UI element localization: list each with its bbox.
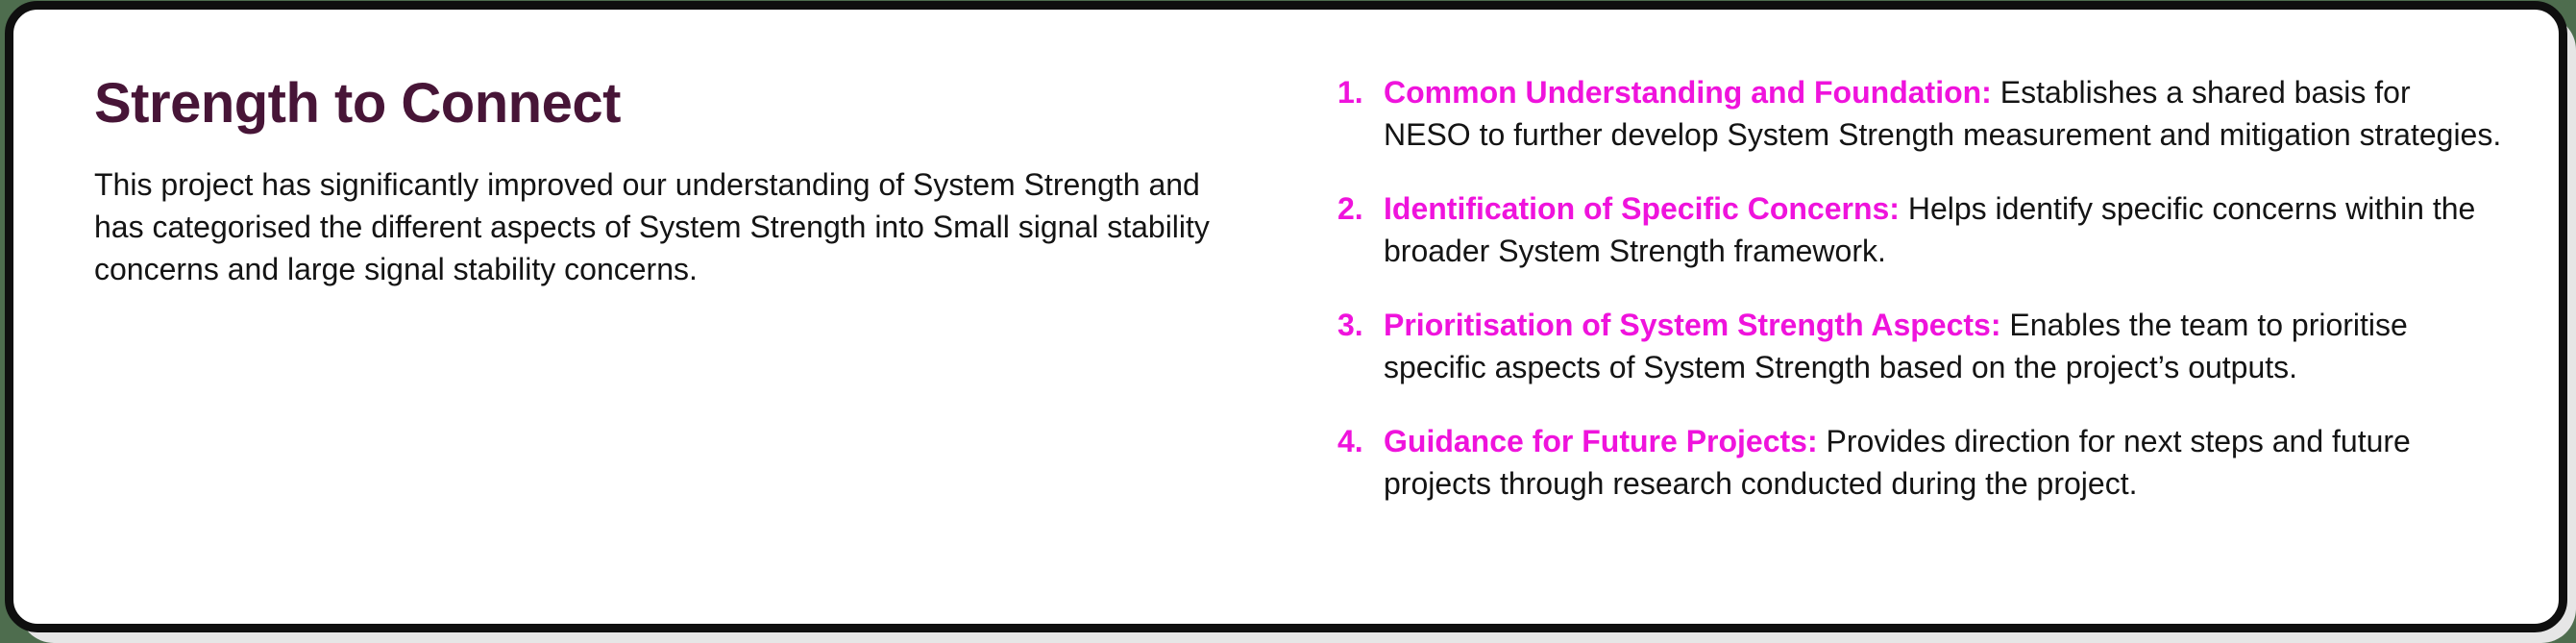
item-number: 3. <box>1337 308 1363 342</box>
item-label: Identification of Specific Concerns: <box>1384 191 1900 226</box>
item-body <box>1384 420 2505 505</box>
summary-card <box>5 1 2567 632</box>
item-body <box>1384 187 2505 272</box>
item-number: 4. <box>1337 424 1363 458</box>
item-label: Guidance for Future Projects: <box>1384 424 1818 458</box>
item-text: Provides direction for next steps and future projects through research conducted during the project. <box>1384 424 2411 501</box>
right-column <box>1337 71 2505 505</box>
item-text: Establishes a shared basis for NESO to further develop System Strength measurement and mitigation strategies. <box>1384 75 2502 152</box>
list-item <box>1337 71 2505 156</box>
item-body <box>1384 304 2505 388</box>
list-item <box>1337 304 2505 388</box>
intro-paragraph: This project has significantly improved our understanding of System Strength and has categorised the different aspects of System Strength into Small signal stability concerns and large signal stability concerns. <box>94 166 1210 286</box>
list-item <box>1337 420 2505 505</box>
item-text: Helps identify specific concerns within the broader System Strength framework. <box>1384 191 2476 268</box>
card-inner <box>13 10 2559 624</box>
item-label: Common Understanding and Foundation: <box>1384 75 1992 110</box>
item-body <box>1384 71 2505 156</box>
left-column <box>94 73 1276 290</box>
item-number: 2. <box>1337 191 1363 226</box>
benefits-list <box>1337 71 2505 505</box>
list-item <box>1337 187 2505 272</box>
item-text: Enables the team to prioritise specific aspects of System Strength based on the project’s outputs. <box>1384 308 2408 384</box>
item-number: 1. <box>1337 75 1363 110</box>
page-title: Strength to Connect <box>94 72 621 135</box>
item-label: Prioritisation of System Strength Aspects: <box>1384 308 2001 342</box>
